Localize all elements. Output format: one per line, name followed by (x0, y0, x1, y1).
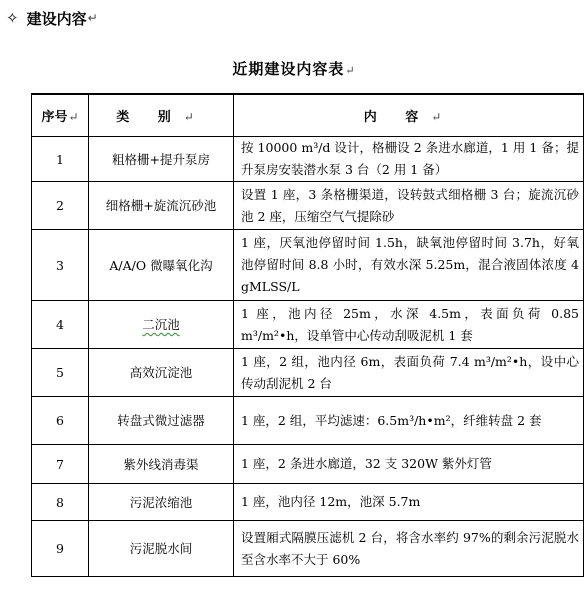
table-row (32, 182, 584, 230)
row-no: 2 (32, 182, 89, 230)
paragraph-mark-icon: ↵ (87, 11, 98, 25)
header-category: 类 别↵ (89, 94, 234, 137)
table-row (32, 230, 584, 301)
table-row (32, 397, 584, 445)
table-row (32, 445, 584, 484)
row-category: 粗格栅+提升泵房 (89, 137, 234, 182)
row-category: 转盘式微过滤器 (89, 397, 234, 445)
row-category: 污泥浓缩池 (89, 484, 234, 521)
row-no: 6 (32, 397, 89, 445)
table-title (0, 58, 588, 79)
paragraph-mark-icon: ↵ (345, 64, 356, 77)
diamond-bullet-icon: ✧ (6, 9, 19, 27)
row-content: 1 座，2 条进水廊道，32 支 320W 紫外灯管 (234, 445, 584, 484)
row-no: 5 (32, 349, 89, 397)
row-no: 7 (32, 445, 89, 484)
section-heading-text: 建设内容 (26, 9, 87, 28)
row-content: 设置厢式隔膜压滤机 2 台，将含水率约 97%的剩余污泥脱水至含水率不大于 60% (234, 521, 584, 577)
table-title-text: 近期建设内容表 (232, 60, 345, 78)
section-heading (6, 7, 98, 29)
header-no: 序号↵ (32, 94, 89, 137)
row-content: 1 座，2 组，池内径 6m，表面负荷 7.4 m³/m²•h，设中心传动刮泥机 2 台 (234, 349, 584, 397)
row-category: A/A/O 微曝氧化沟 (89, 230, 234, 301)
table-row (32, 484, 584, 521)
row-content: 1 座，厌氧池停留时间 1.5h，缺氧池停留时间 3.7h，好氧池停留时间 8.8 小时，有效水深 5.25m，混合液固体浓度 4 gMLSS/L (234, 230, 584, 301)
header-content: 内 容↵ (234, 94, 584, 137)
row-content: 1 座，池内径 12m，池深 5.7m (234, 484, 584, 521)
row-content: 按 10000 m³/d 设计，格栅设 2 条进水廊道，1 用 1 备；提升泵房安装潜水泵 3 台（2 用 1 备） (234, 137, 584, 182)
row-category: 紫外线消毒渠 (89, 445, 234, 484)
table-row (32, 349, 584, 397)
row-content: 设置 1 座，3 条格栅渠道，设转鼓式细格栅 3 台；旋流沉砂池 2 座，压缩空气气提除砂 (234, 182, 584, 230)
construction-content-table (31, 93, 584, 577)
row-no: 3 (32, 230, 89, 301)
table-row (32, 301, 584, 349)
row-category: 细格栅+旋流沉砂池 (89, 182, 234, 230)
row-no: 8 (32, 484, 89, 521)
row-content: 1 座，池内径 25m，水深 4.5m，表面负荷 0.85 m³/m²•h，设单管中心传动刮吸泥机 1 套 (234, 301, 584, 349)
table-header-row (32, 94, 584, 137)
table-row (32, 521, 584, 577)
row-category: 高效沉淀池 (89, 349, 234, 397)
table-row (32, 137, 584, 182)
row-category: 二沉池 (89, 301, 234, 349)
row-content: 1 座，2 组，平均滤速：6.5m³/h•m²，纤维转盘 2 套 (234, 397, 584, 445)
row-no: 1 (32, 137, 89, 182)
row-no: 4 (32, 301, 89, 349)
row-category: 污泥脱水间 (89, 521, 234, 577)
row-no: 9 (32, 521, 89, 577)
